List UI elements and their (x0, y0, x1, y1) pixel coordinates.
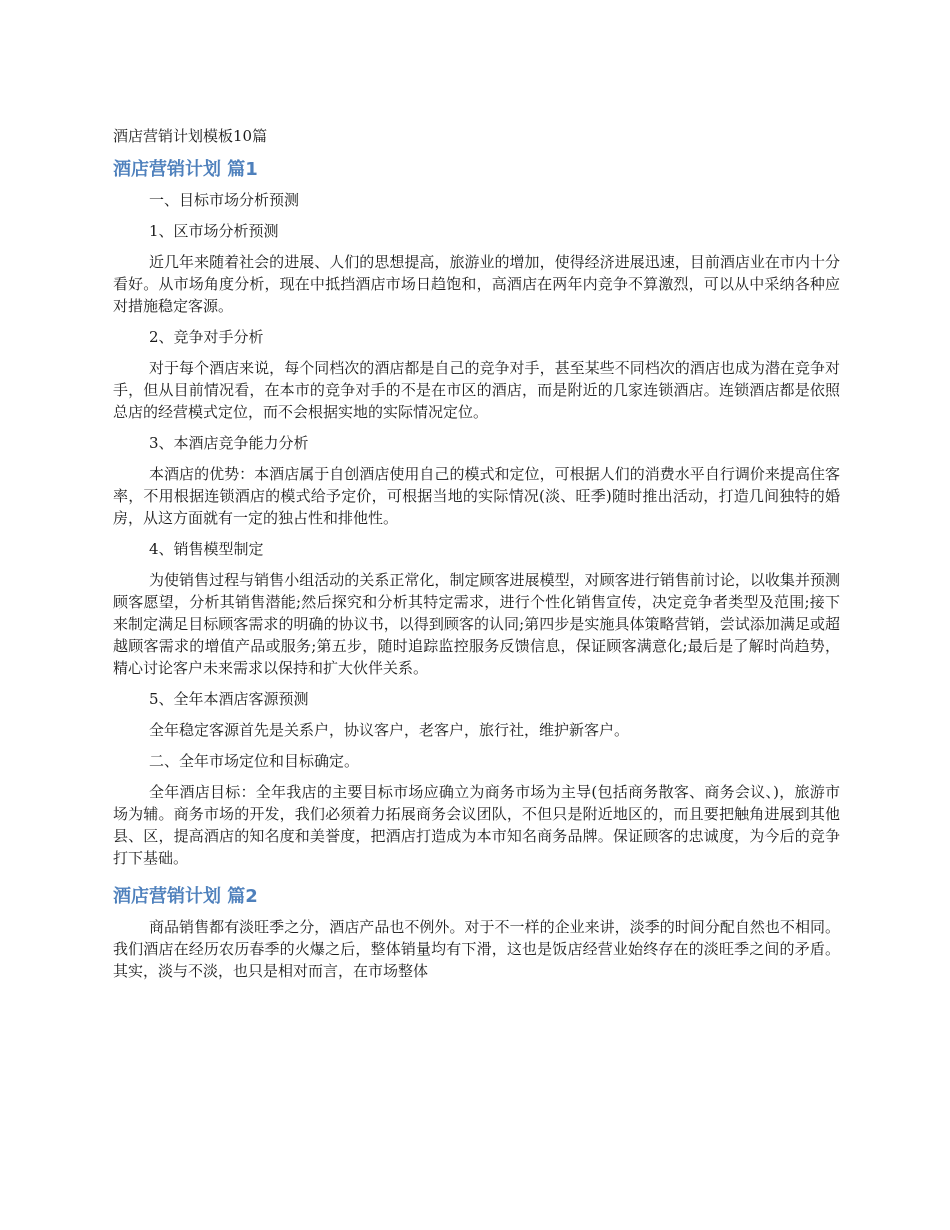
paragraph: 本酒店的优势：本酒店属于自创酒店使用自己的模式和定位，可根据人们的消费水平自行调价来提高住客率，不用根据连锁酒店的模式给予定价，可根据当地的实际情况(淡、旺季)随时推出活动，打造几间独特的婚房，从这方面就有一定的独占性和排他性。 (113, 465, 840, 527)
paragraph: 商品销售都有淡旺季之分，酒店产品也不例外。对于不一样的企业来讲，淡季的时间分配自然也不相同。我们酒店在经历农历春季的火爆之后，整体销量均有下滑，这也是饭店经营业始终存在的淡旺季之间的矛盾。其实，淡与不淡，也只是相对而言，在市场整体 (113, 918, 840, 980)
paragraph: 1、区市场分析预测 (149, 222, 279, 240)
paragraph: 近几年来随着社会的进展、人们的思想提高，旅游业的增加，使得经济进展迅速，目前酒店业在市内十分看好。从市场角度分析，现在中抵挡酒店市场日趋饱和，高酒店在两年内竞争不算激烈，可以从中采纳各种应对措施稳定客源。 (113, 253, 840, 315)
paragraph: 5、全年本酒店客源预测 (149, 690, 309, 708)
paragraph: 对于每个酒店来说，每个同档次的酒店都是自己的竞争对手，甚至某些不同档次的酒店也成为潜在竞争对手，但从目前情况看，在本市的竞争对手的不是在市区的酒店，而是附近的几家连锁酒店。连锁酒店都是依照总店的经营模式定位，而不会根据实地的实际情况定位。 (113, 359, 840, 421)
paragraph: 全年酒店目标：全年我店的主要目标市场应确立为商务市场为主导(包括商务散客、商务会议、)，旅游市场为辅。商务市场的开发，我们必须着力拓展商务会议团队，不但只是附近地区的，而且要把触角进展到其他县、区，提高酒店的知名度和美誉度，把酒店打造成为本市知名商务品牌。保证顾客的忠诚度，为今后的竞争打下基础。 (113, 783, 840, 867)
document-page (113, 124, 840, 991)
paragraph: 二、全年市场定位和目标确定。 (149, 752, 360, 770)
paragraph: 4、销售模型制定 (149, 540, 264, 558)
section-heading-2: 酒店营销计划 篇2 (113, 886, 258, 907)
paragraph: 全年稳定客源首先是关系户，协议客户，老客户，旅行社，维护新客户。 (149, 721, 630, 739)
document-title: 酒店营销计划模板10篇 (113, 127, 268, 145)
paragraph: 2、竞争对手分析 (149, 328, 264, 346)
paragraph: 一、目标市场分析预测 (149, 191, 300, 209)
section-heading-1: 酒店营销计划 篇1 (113, 159, 258, 180)
paragraph: 为使销售过程与销售小组活动的关系正常化，制定顾客进展模型，对顾客进行销售前讨论，以收集并预测顾客愿望，分析其销售潜能;然后探究和分析其特定需求，进行个性化销售宣传，决定竞争者类型及范围;接下来制定满足目标顾客需求的明确的协议书，以得到顾客的认同;第四步是实施具体策略营销，尝试添加满足或超越顾客需求的增值产品或服务;第五步，随时追踪监控服务反馈信息，保证顾客满意化;最后是了解时尚趋势，精心讨论客户未来需求以保持和扩大伙伴关系。 (113, 571, 840, 677)
paragraph: 3、本酒店竞争能力分析 (149, 434, 309, 452)
